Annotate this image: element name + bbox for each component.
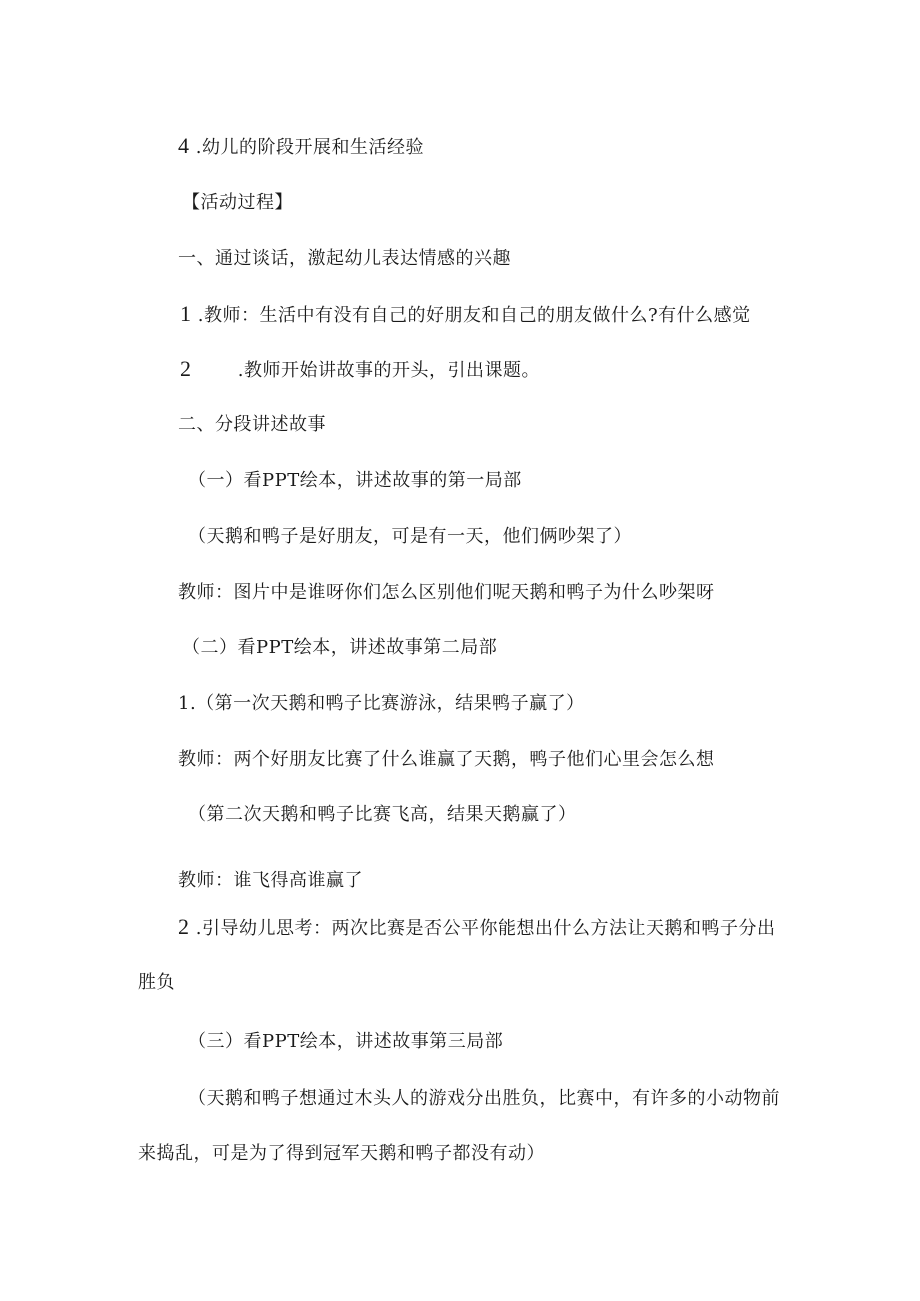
line-teacher-question-1 bbox=[180, 302, 751, 328]
line-text: （天鹅和鸭子想通过木头人的游戏分出胜负，比赛中，有许多的小动物前 bbox=[188, 1088, 780, 1109]
line-text: 二、分段讲述故事 bbox=[178, 414, 326, 435]
line-text: 胜负 bbox=[138, 972, 175, 993]
line-guide-thinking bbox=[178, 915, 775, 941]
story-part-three bbox=[188, 1087, 780, 1111]
section-heading-activity-process bbox=[182, 191, 293, 215]
list-number: 2 bbox=[180, 356, 192, 381]
story-second-race bbox=[188, 803, 577, 827]
line-guide-thinking-cont bbox=[138, 971, 175, 995]
line-text: 一、通过谈话，激起幼儿表达情感的兴趣 bbox=[178, 248, 511, 269]
line-text: 1.（第一次天鹅和鸭子比赛游泳，结果鸭子赢了） bbox=[178, 693, 585, 714]
line-text: .教师开始讲故事的开头，引出课题。 bbox=[237, 360, 540, 381]
line-text: （天鹅和鸭子是好朋友，可是有一天，他们俩吵架了） bbox=[188, 526, 632, 547]
line-text: .幼儿的阶段开展和生活经验 bbox=[195, 137, 424, 158]
section-heading-two bbox=[178, 413, 326, 437]
line-text: 教师：两个好朋友比赛了什么谁赢了天鹅，鸭子他们心里会怎么想 bbox=[178, 749, 715, 770]
line-text: （三）看PPT绘本，讲述故事第三局部 bbox=[188, 1031, 504, 1052]
list-number: 1 bbox=[180, 301, 192, 326]
list-number: 4 bbox=[178, 133, 190, 158]
teacher-question-part-one bbox=[178, 581, 715, 605]
line-text: .引导幼儿思考：两次比赛是否公平你能想出什么方法让天鹅和鸭子分出 bbox=[195, 918, 776, 939]
story-first-race bbox=[178, 692, 585, 716]
line-text: 教师：图片中是谁呀你们怎么区别他们呢天鹅和鸭子为什么吵架呀 bbox=[178, 582, 715, 603]
line-text: （二）看PPT绘本，讲述故事第二局部 bbox=[182, 637, 498, 658]
line-text: （第二次天鹅和鸭子比赛飞高，结果天鹅赢了） bbox=[188, 804, 577, 825]
subsection-one bbox=[188, 469, 522, 493]
line-stage-development bbox=[178, 134, 424, 160]
line-text: .教师：生活中有没有自己的好朋友和自己的朋友做什么?有什么感觉 bbox=[197, 305, 751, 326]
story-part-one bbox=[188, 525, 632, 549]
story-part-three-cont bbox=[138, 1142, 545, 1166]
section-heading-one bbox=[178, 247, 511, 271]
line-teacher-story-start bbox=[180, 357, 540, 383]
teacher-question-second-race bbox=[178, 869, 363, 893]
subsection-three bbox=[188, 1030, 503, 1054]
subsection-two bbox=[182, 636, 497, 660]
list-number: 2 bbox=[178, 914, 190, 939]
teacher-question-first-race bbox=[178, 748, 715, 772]
line-text: （一）看PPT绘本，讲述故事的第一局部 bbox=[188, 470, 522, 491]
line-text: 来捣乱，可是为了得到冠军天鹅和鸭子都没有动） bbox=[138, 1143, 545, 1164]
line-text: 教师：谁飞得高谁赢了 bbox=[178, 870, 363, 891]
line-text: 【活动过程】 bbox=[182, 192, 293, 213]
